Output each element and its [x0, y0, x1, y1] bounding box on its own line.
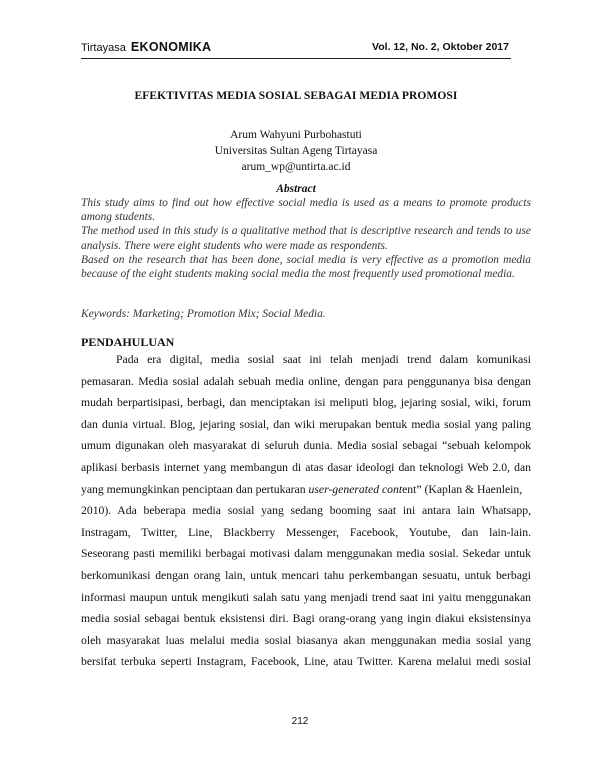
- author-affiliation: Universitas Sultan Ageng Tirtayasa: [214, 145, 378, 157]
- paper-title: EFEKTIVITAS MEDIA SOSIAL SEBAGAI MEDIA PROMOSI: [134, 90, 458, 102]
- body-line: pemasaran. Media sosial adalah sebuah media online, dengan para penggunanya bisa dengan: [81, 374, 531, 388]
- abstract-paragraph: Based on the research that has been done, social media is very effective as a promotion media because of the eight students making social media the most frequently used promotional media.: [81, 253, 531, 281]
- abstract-paragraph: The method used in this study is a qualitative method that is descriptive research and tends to use analysis. There were eight students who were made as respondents.: [81, 225, 531, 252]
- body-text: [81, 349, 531, 673]
- page-number: 212: [291, 716, 309, 727]
- body-line: oleh masyarakat luas melalui media sosial biasanya akan menggunakan media sosial yang: [81, 633, 531, 647]
- body-line: aplikasi berbasis internet yang membangun di atas dasar ideologi dan teknologi Web 2.0, dan: [81, 460, 531, 474]
- author-email: arum_wp@untirta.ac.id: [241, 161, 351, 173]
- body-line: berkomunikasi dengan orang lain, untuk mencari tahu perkembangan sesuatu, untuk berbagi: [81, 568, 531, 582]
- author-name: Arum Wahyuni Purbohastuti: [230, 129, 362, 141]
- body-line-part: yang memungkinkan penciptaan dan pertukaran: [81, 482, 309, 496]
- volume-info: Vol. 12, No. 2, Oktober 2017: [372, 41, 509, 53]
- abstract-heading: Abstract: [276, 183, 316, 195]
- abstract-text: [81, 196, 531, 281]
- journal-name: [81, 40, 211, 54]
- section-heading: PENDAHULUAN: [81, 335, 175, 349]
- abstract-paragraph: This study aims to find out how effective social media is used as a means to promote products among students.: [81, 197, 531, 224]
- body-line: 2010). Ada beberapa media sosial yang sedang booming saat ini antara lain Whatsapp,: [81, 504, 531, 518]
- body-line: Instragam, Twitter, Line, Blackberry Messenger, Facebook, Youtube, dan lain-lain.: [81, 525, 531, 539]
- journal-name-text: Tirtayasa: [81, 42, 126, 54]
- author-block: [81, 127, 511, 175]
- body-line: dan dunia virtual. Blog, jejaring sosial, dan wiki merupakan bentuk media sosial yang paling: [81, 417, 531, 431]
- body-line: bersifat terbuka seperti Instagram, Facebook, Line, atau Twitter. Karena melalui medi sosial: [81, 655, 531, 669]
- body-line: Pada era digital, media sosial saat ini telah menjadi trend dalam komunikasi: [116, 353, 531, 366]
- running-header: [81, 38, 511, 59]
- body-line: media sosial sebagai bentuk eksistensi diri. Bagi orang-orang yang ingin diakui eksistensinya: [81, 612, 531, 626]
- body-line: mudah berpartisipasi, berbagi, dan menciptakan isi meliputi blog, jejaring sosial, wiki, forum: [81, 396, 531, 410]
- body-line: informasi maupun untuk mengikuti salah satu yang menjadi trend saat ini yaitu menggunakan: [81, 590, 531, 604]
- body-line: [81, 479, 531, 501]
- journal-brand: EKONOMIKA: [130, 40, 212, 54]
- body-line: Seseorang pasti memiliki berbagai motivasi dalam menggunakan media sosial. Sekedar untuk: [81, 547, 531, 561]
- body-line: umum digunakan oleh masyarakat di seluruh dunia. Media sosial sebagai “sebuah kelompok: [81, 439, 531, 453]
- keywords: Keywords: Marketing; Promotion Mix; Social Media.: [81, 308, 326, 320]
- body-line-part: ent” (Kaplan & Haenlein,: [402, 482, 523, 496]
- body-line-italic: user-generated cont: [308, 482, 403, 496]
